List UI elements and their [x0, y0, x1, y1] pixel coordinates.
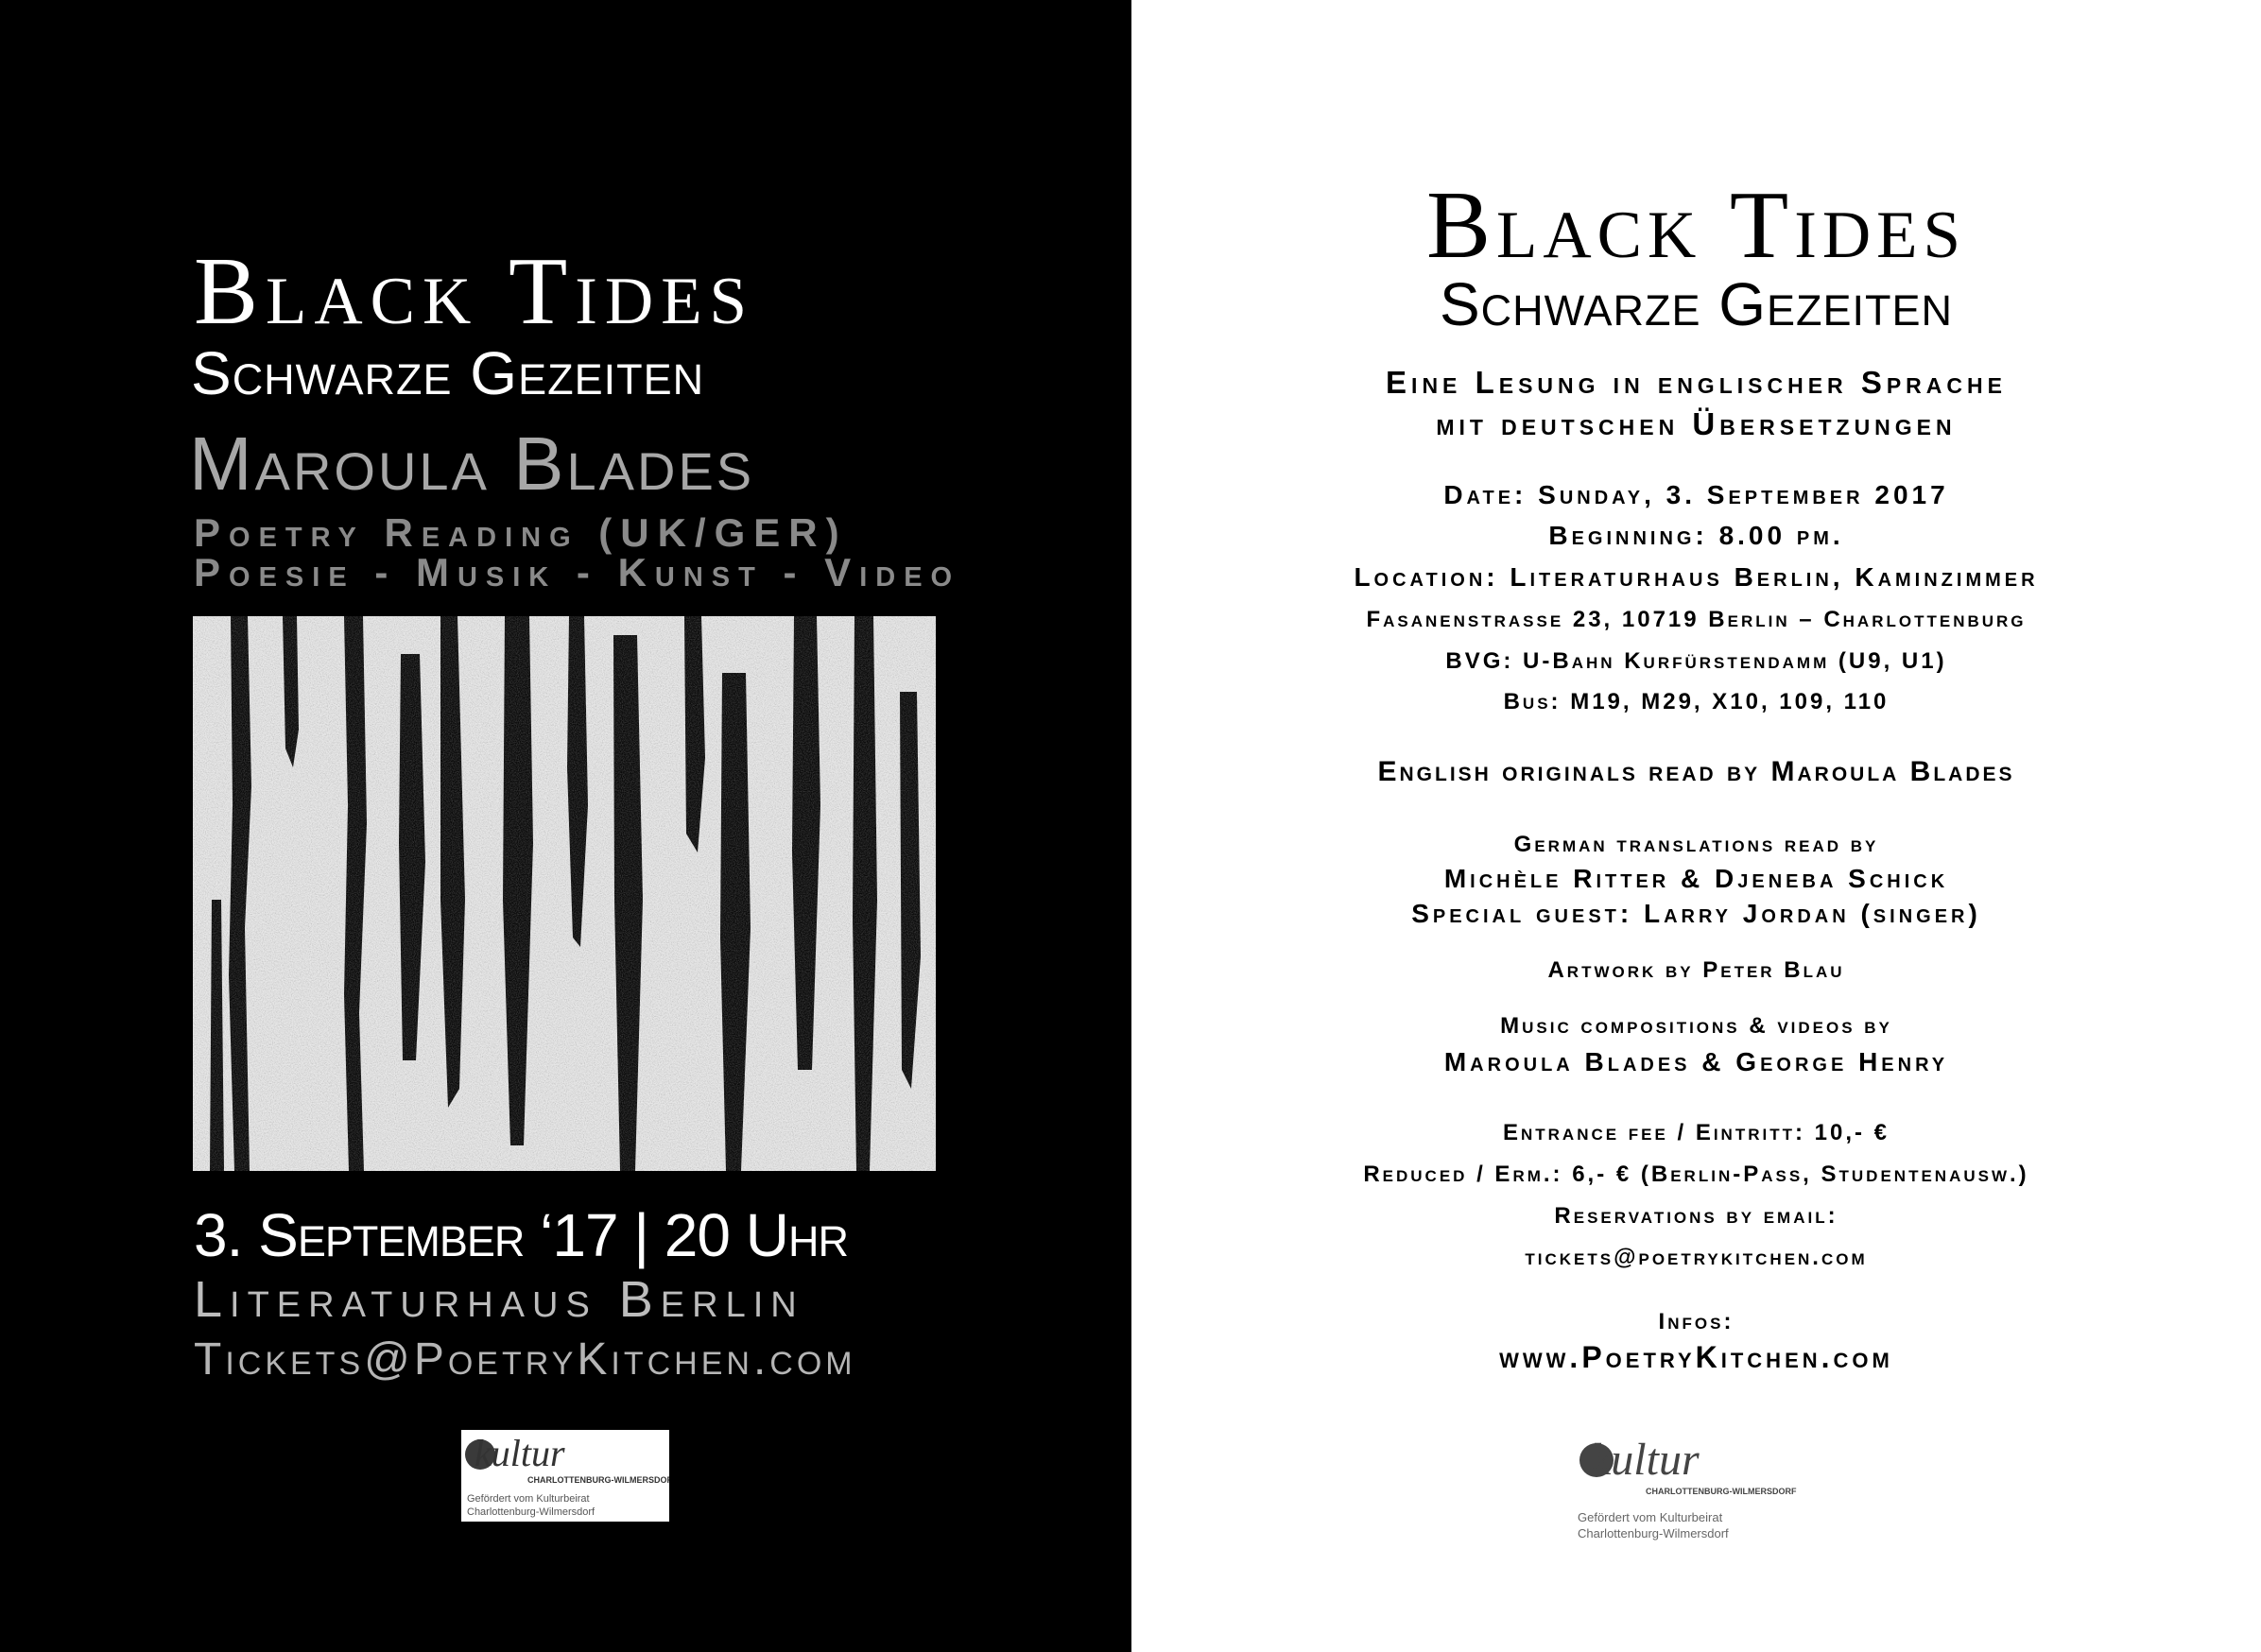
kultur-logo — [1576, 1432, 1803, 1555]
logo-district: CHARLOTTENBURG-WILMERSDORF — [527, 1475, 669, 1485]
intro-line1: Eine Lesung in englischer Sprache — [1386, 365, 2007, 400]
artwork-image — [193, 616, 936, 1171]
artwork-credit: Artwork by Peter Blau — [1547, 957, 1845, 983]
english-reader: English originals read by Maroula Blades — [1377, 756, 2015, 787]
reservations-email[interactable]: tickets@poetrykitchen.com — [1525, 1245, 1868, 1270]
venue-address: Fasanenstrasse 23, 10719 Berlin – Charlottenburg — [1366, 607, 2027, 632]
event-title: Black Tides — [194, 238, 755, 345]
reading-type: Poetry Reading (UK/GER) — [194, 510, 848, 555]
reservations-label: Reservations by email: — [1554, 1203, 1838, 1229]
bvg-info: BVG: U-Bahn Kurfürstendamm (U9, U1) — [1445, 648, 1947, 674]
event-subtitle: Schwarze Gezeiten — [1439, 270, 1954, 338]
special-guest: Special guest: Larry Jordan (singer) — [1411, 899, 1981, 928]
author-name: Maroula Blades — [189, 422, 755, 506]
event-beginning: Beginning: 8.00 pm. — [1548, 521, 1844, 550]
logo-sponsor-line2: Charlottenburg-Wilmersdorf — [1578, 1526, 1729, 1540]
event-date: Date: Sunday, 3. September 2017 — [1443, 480, 1949, 509]
event-date-time: 3. September ‘17 | 20 Uhr — [194, 1201, 848, 1269]
german-readers: Michèle Ritter & Djeneba Schick — [1443, 864, 1949, 893]
logo-sponsor-line2: Charlottenburg-Wilmersdorf — [467, 1506, 595, 1518]
website-link[interactable]: www.PoetryKitchen.com — [1499, 1340, 1893, 1374]
music-credit-label: Music compositions & videos by — [1500, 1013, 1892, 1039]
reduced-fee: Reduced / Erm.: 6,- € (Berlin-Pass, Studentenausw.) — [1363, 1162, 2029, 1187]
entrance-fee: Entrance fee / Eintritt: 10,- € — [1502, 1120, 1890, 1145]
ticket-email: Tickets@PoetryKitchen.com — [194, 1334, 856, 1385]
logo-district: CHARLOTTENBURG-WILMERSDORF — [1646, 1487, 1797, 1496]
event-location: Location: Literaturhaus Berlin, Kaminzimmer — [1354, 562, 2039, 592]
intro-line2: mit deutschen Übersetzungen — [1436, 406, 1957, 441]
bus-info: Bus: M19, M29, X10, 109, 110 — [1503, 689, 1890, 714]
event-title: Black Tides — [1425, 172, 1967, 279]
flyer-back — [1131, 0, 2261, 1652]
music-credit-names: Maroula Blades & George Henry — [1443, 1047, 1949, 1076]
event-subtitle: Schwarze Gezeiten — [191, 339, 705, 407]
german-translations-label: German translations read by — [1513, 832, 1879, 857]
kultur-logo — [461, 1430, 669, 1522]
logo-word: kultur — [475, 1432, 565, 1474]
event-genres: Poesie - Musik - Kunst - Video — [194, 550, 961, 594]
logo-sponsor-line1: Gefördert vom Kulturbeirat — [467, 1493, 590, 1505]
infos-label: Infos: — [1658, 1309, 1735, 1334]
logo-sponsor-line1: Gefördert vom Kulturbeirat — [1578, 1510, 1723, 1524]
logo-word: kultur — [1591, 1435, 1700, 1485]
venue-name: Literaturhaus Berlin — [194, 1271, 804, 1328]
